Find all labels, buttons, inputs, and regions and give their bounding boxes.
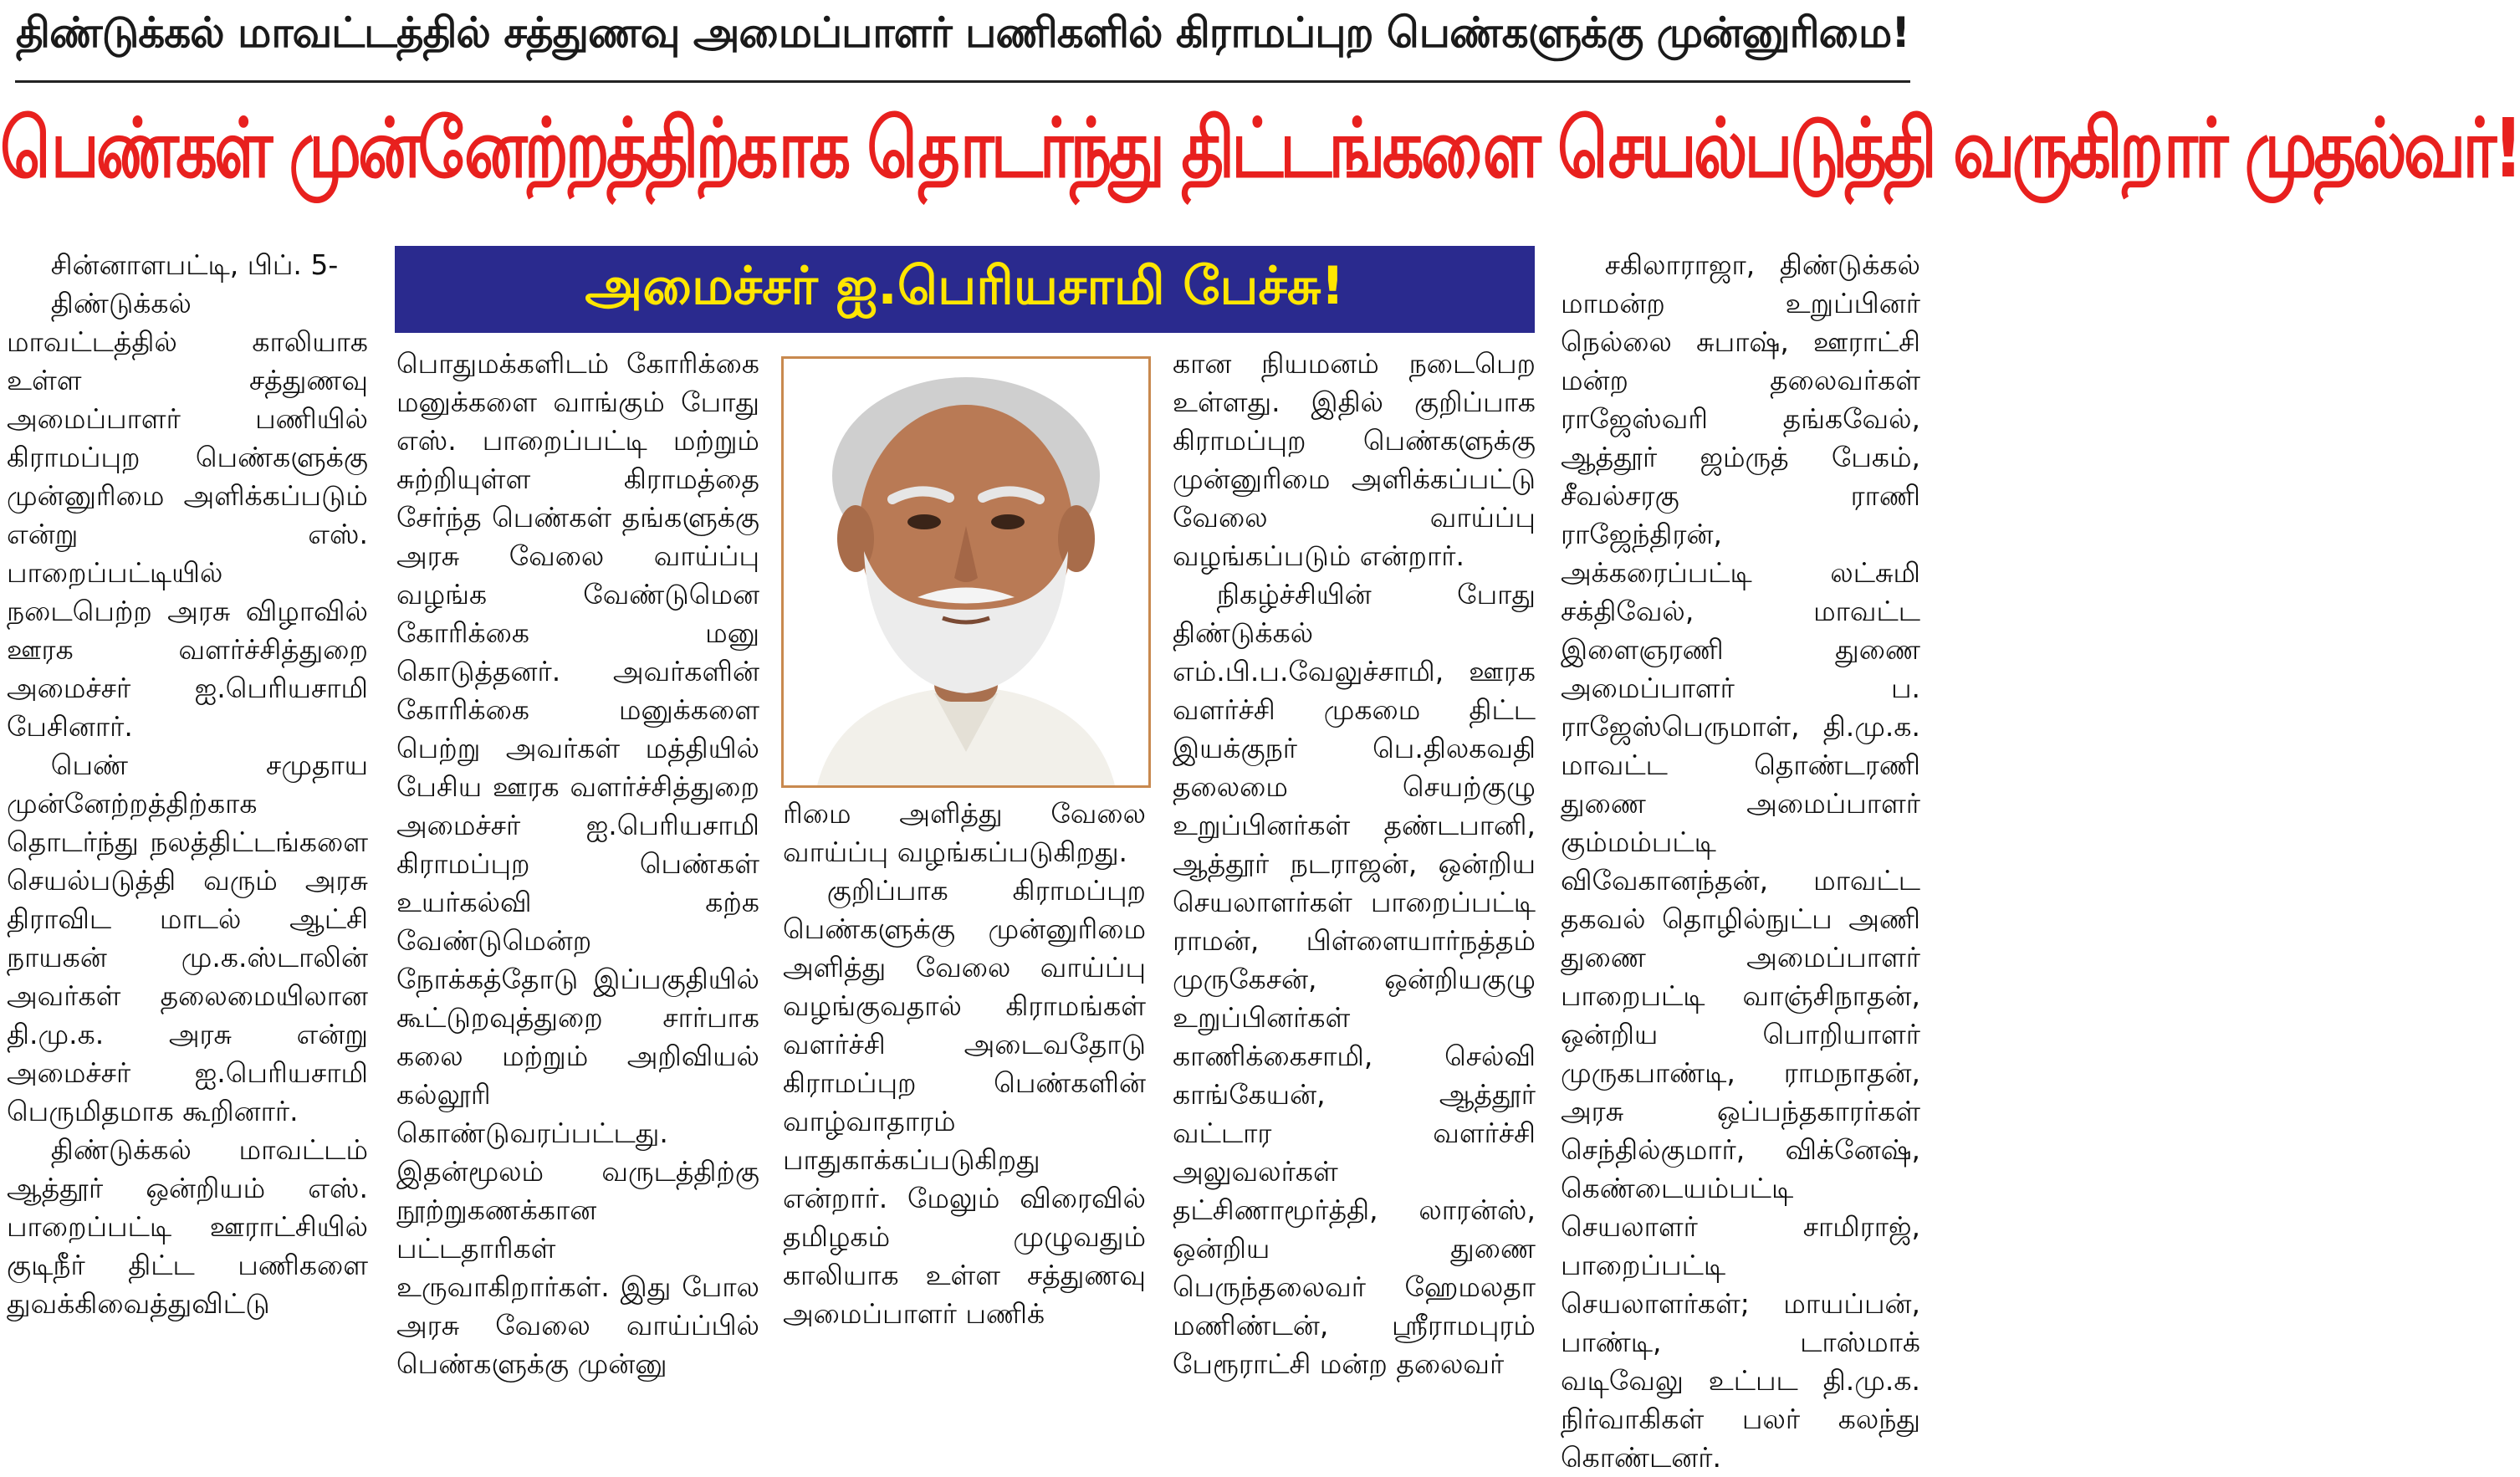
paragraph: குறிப்பாக கிராமப்புற பெண்களுக்கு முன்னுரிமை அளித்து வேலை வாய்ப்பு வழங்குவதால் கிராமங்கள் வளர்ச்சி அடைவதோடு கிராமப்புற பெண்களின் வாழ்வாதாரம் பாதுகாக்கப்படுகிறது என்றார். மேலும் விரைவில் தமிழகம் முழுவதும் காலியாக உள்ள சத்துணவு அமைப்பாளர் பணிக்	[783, 874, 1146, 1330]
paragraph: கான நியமனம் நடைபெற உள்ளது. இதில் குறிப்பாக கிராமப்புற பெண்களுக்கு முன்னுரிமை அளிக்கப்பட்டு வேலை வாய்ப்பு வழங்கப்படும் என்றார்.	[1173, 347, 1536, 572]
column-3	[783, 795, 1146, 1330]
paragraph: நிகழ்ச்சியின் போது திண்டுக்கல் எம்.பி.ப.வேலுச்சாமி, ஊரக வளர்ச்சி முகமை திட்ட இயக்குநர் பெ.திலகவதி தலைமை செயற்குழு உறுப்பினர்கள் தண்டபானி, ஆத்தூர் நடராஜன், ஒன்றிய செயலாளர்கள் பாறைப்பட்டி ராமன், பிள்ளையார்நத்தம் முருகேசன், ஒன்றியகுழு உறுப்பினர்கள் காணிக்கைசாமி, செல்வி காங்கேயன், ஆத்தூர் வட்டார வளர்ச்சி அலுவலர்கள் தட்சிணாமூர்த்தி, லாரன்ஸ், ஒன்றிய துணை பெருந்தலைவர் ஹேமலதா மணிண்டன், ஸ்ரீராமபுரம் பேரூராட்சி மன்ற தலைவர்	[1173, 578, 1536, 1380]
subhead-banner	[395, 246, 1535, 333]
kicker-headline: திண்டுக்கல் மாவட்டத்தில் சத்துணவு அமைப்பாளர் பணிகளில் கிராமப்புற பெண்களுக்கு முன்னுரிமை!	[16, 8, 1909, 57]
paragraph: ரிமை அளித்து வேலை வாய்ப்பு வழங்கப்படுகிறது.	[783, 797, 1146, 868]
column-1	[7, 246, 368, 1320]
column-4	[1173, 345, 1536, 1380]
column-2	[396, 345, 759, 1380]
paragraph: திண்டுக்கல் மாவட்டத்தில் காலியாக உள்ள சத்துணவு அமைப்பாளர் பணியில் கிராமப்புற பெண்களுக்கு முன்னுரிமை அளிக்கப்படும் என்று எஸ். பாறைப்பட்டியில் நடைபெற்ற அரசு விழாவில் ஊரக வளர்ச்சித்துறை அமைச்சர் ஐ.பெரியசாமி பேசினார்.	[7, 287, 368, 743]
minister-photo	[781, 356, 1151, 788]
dateline: சின்னாளபட்டி, பிப். 5-	[50, 248, 339, 281]
subhead-text: அமைச்சர் ஐ.பெரியசாமி பேச்சு!	[585, 255, 1345, 316]
paragraph: சகிலாராஜா, திண்டுக்கல் மாமன்ற உறுப்பினர் நெல்லை சுபாஷ், ஊராட்சி மன்ற தலைவர்கள் ராஜேஸ்வரி தங்கவேல், ஆத்தூர் ஜம்ருத் பேகம், சீவல்சரகு ராணி ராஜேந்திரன், அக்கரைப்பட்டி லட்சுமி சக்திவேல், மாவட்ட இளைஞரணி துணை அமைப்பாளர் ப. ராஜேஸ்பெருமாள், தி.மு.க. மாவட்ட தொண்டரணி துணை அமைப்பாளர் கும்மம்பட்டி விவேகானந்தன், மாவட்ட தகவல் தொழில்நுட்ப அணி துணை அமைப்பாளர் பாறைபட்டி வாஞ்சிநாதன், ஒன்றிய பொறியாளர் முருகபாண்டி, ராமநாதன், அரசு ஒப்பந்தகாரர்கள் செந்தில்குமார், விக்னேஷ், கெண்டையம்பட்டி செயலாளர் சாமிராஜ், பாறைப்பட்டி செயலாளர்கள்; மாயப்பன், பாண்டி, டாஸ்மாக் வடிவேலு உட்பட தி.மு.க. நிர்வாகிகள் பலர் கலந்து கொண்டனர்.	[1561, 248, 1920, 1474]
top-rule	[15, 80, 1910, 83]
column-5	[1561, 246, 1920, 1474]
paragraph: பொதுமக்களிடம் கோரிக்கை மனுக்களை வாங்கும் போது எஸ். பாறைப்பட்டி மற்றும் சுற்றியுள்ள கிராமத்தை சேர்ந்த பெண்கள் தங்களுக்கு அரசு வேலை வாய்ப்பு வழங்க வேண்டுமென கோரிக்கை மனு கொடுத்தனர். அவர்களின் கோரிக்கை மனுக்களை பெற்று அவர்கள் மத்தியில் பேசிய ஊரக வளர்ச்சித்துறை அமைச்சர் ஐ.பெரியசாமி கிராமப்புற பெண்கள் உயர்கல்வி கற்க வேண்டுமென்ற நோக்கத்தோடு இப்பகுதியில் கூட்டுறவுத்துறை சார்பாக கலை மற்றும் அறிவியல் கல்லூரி கொண்டுவரப்பட்டது. இதன்மூலம் வருடத்திற்கு நூற்றுகணக்கான பட்டதாரிகள் உருவாகிறார்கள். இது போல அரசு வேலை வாய்ப்பில் பெண்களுக்கு முன்னு	[396, 347, 759, 1380]
portrait-illustration	[784, 359, 1148, 785]
paragraph: திண்டுக்கல் மாவட்டம் ஆத்தூர் ஒன்றியம் எஸ். பாறைப்பட்டி ஊராட்சியில் குடிநீர் திட்ட பணிகளை துவக்கிவைத்துவிட்டு	[7, 1133, 368, 1320]
paragraph: பெண் சமுதாய முன்னேற்றத்திற்காக தொடர்ந்து நலத்திட்டங்களை செயல்படுத்தி வரும் அரசு திராவிட மாடல் ஆட்சி நாயகன் மு.க.ஸ்டாலின் அவர்கள் தலைமையிலான தி.மு.க. அரசு என்று அமைச்சர் ஐ.பெரியசாமி பெருமிதமாக கூறினார்.	[7, 749, 368, 1127]
main-headline: பெண்கள் முன்னேற்றத்திற்காக தொடர்ந்து திட்டங்களை செயல்படுத்தி வருகிறார் முதல்வர்!	[0, 102, 2520, 197]
